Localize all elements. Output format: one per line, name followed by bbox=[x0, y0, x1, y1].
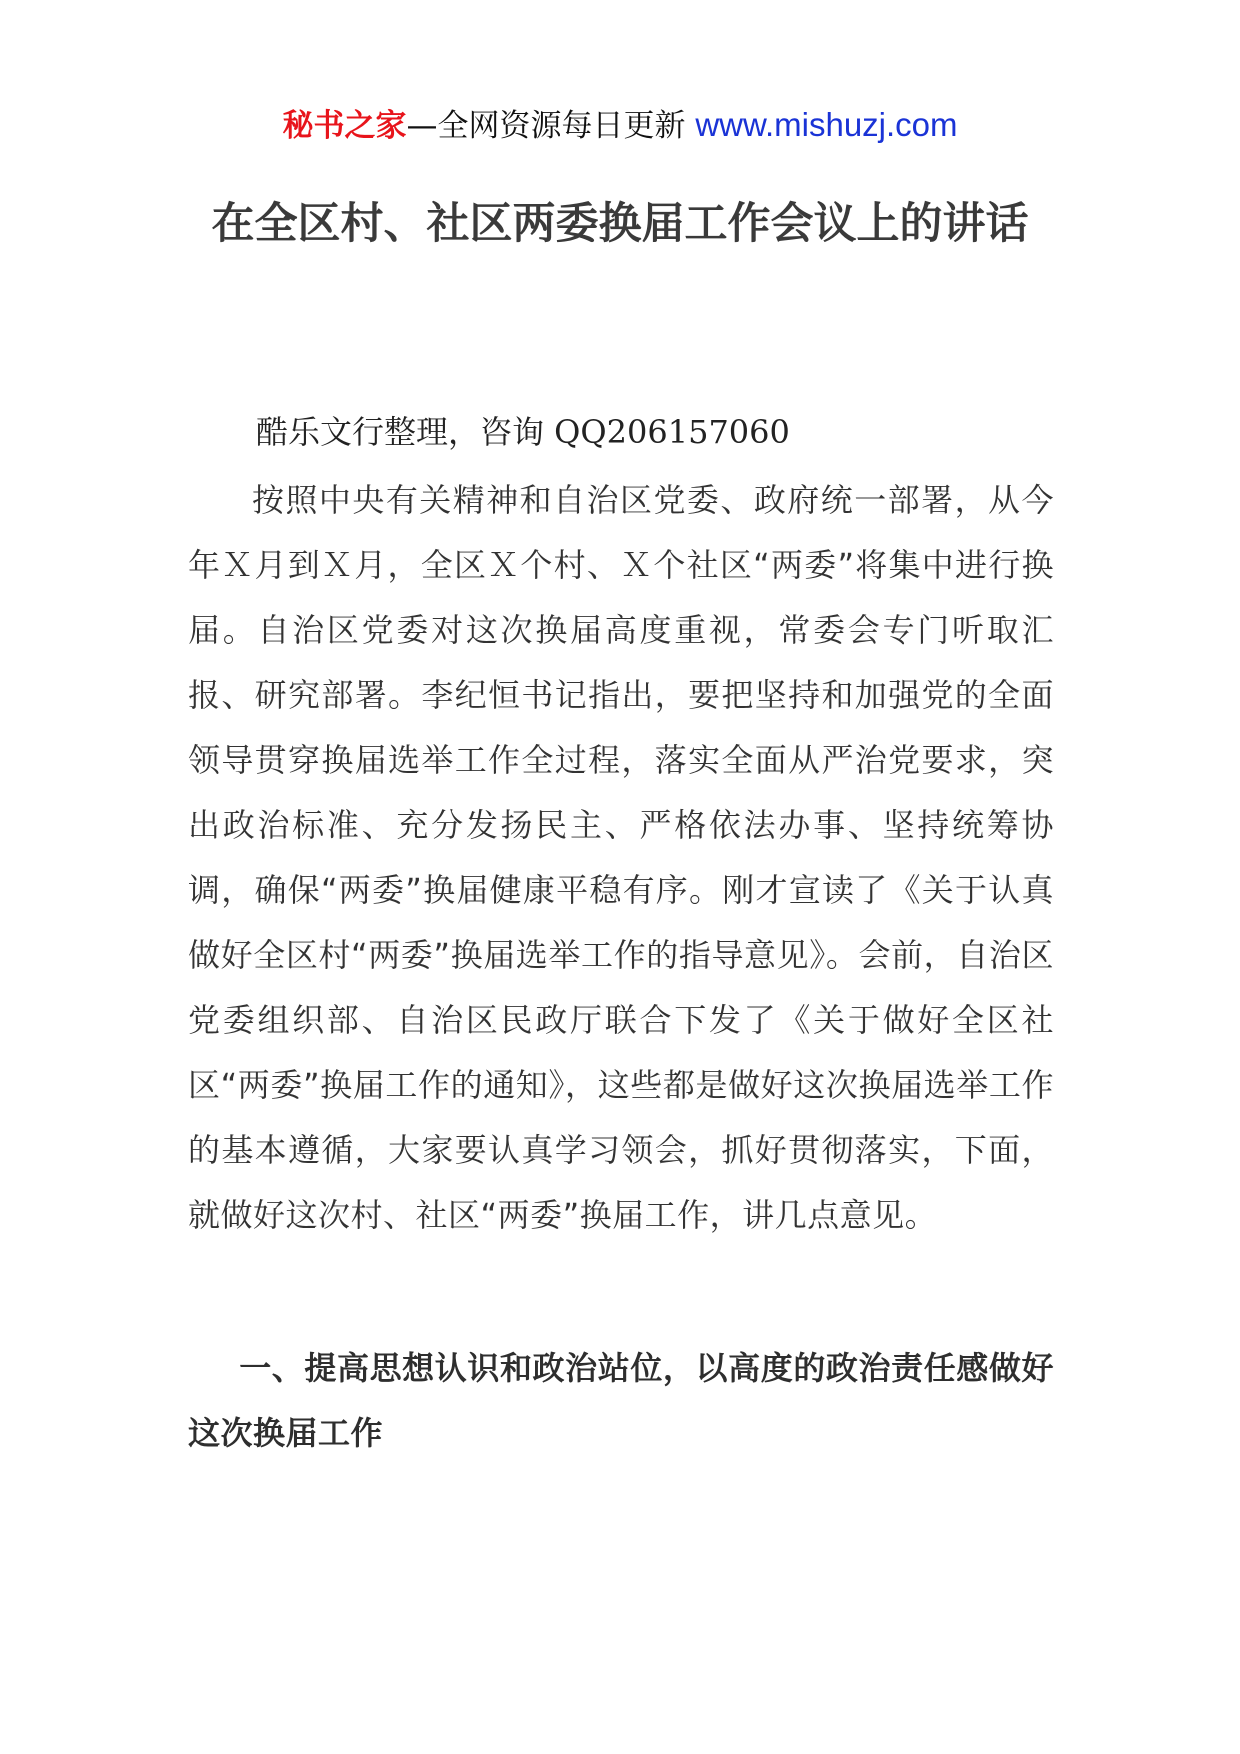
site-header bbox=[0, 100, 1240, 151]
document-byline: 酷乐文行整理，咨询 QQ206157060 bbox=[256, 413, 790, 451]
body-paragraph: 按照中央有关精神和自治区党委、政府统一部署，从今年Ｘ月到Ｘ月，全区Ｘ个村、Ｘ个社区“两委”将集中进行换届。自治区党委对这次换届高度重视，常委会专门听取汇报、研究部署。李纪恒书记指出，要把坚持和加强党的全面领导贯穿换届选举工作全过程，落实全面从严治党要求，突出政治标准、充分发扬民主、严格依法办事、坚持统筹协调，确保“两委”换届健康平稳有序。刚才宣读了《关于认真做好全区村“两委”换届选举工作的指导意见》。会前，自治区党委组织部、自治区民政厅联合下发了《关于做好全区社区“两委”换届工作的通知》，这些都是做好这次换届选举工作的基本遵循，大家要认真学习领会，抓好贯彻落实，下面，就做好这次村、社区“两委”换届工作，讲几点意见。 bbox=[188, 481, 1054, 1234]
section-heading: 一、提高思想认识和政治站位，以高度的政治责任感做好这次换届工作 bbox=[188, 1349, 1054, 1452]
site-url-link[interactable]: www.mishuzj.com bbox=[695, 106, 958, 143]
document-title: 在全区村、社区两委换届工作会议上的讲话 bbox=[211, 199, 1029, 249]
site-brand: 秘书之家 bbox=[282, 108, 407, 144]
site-tagline: —全网资源每日更新 bbox=[406, 108, 696, 144]
